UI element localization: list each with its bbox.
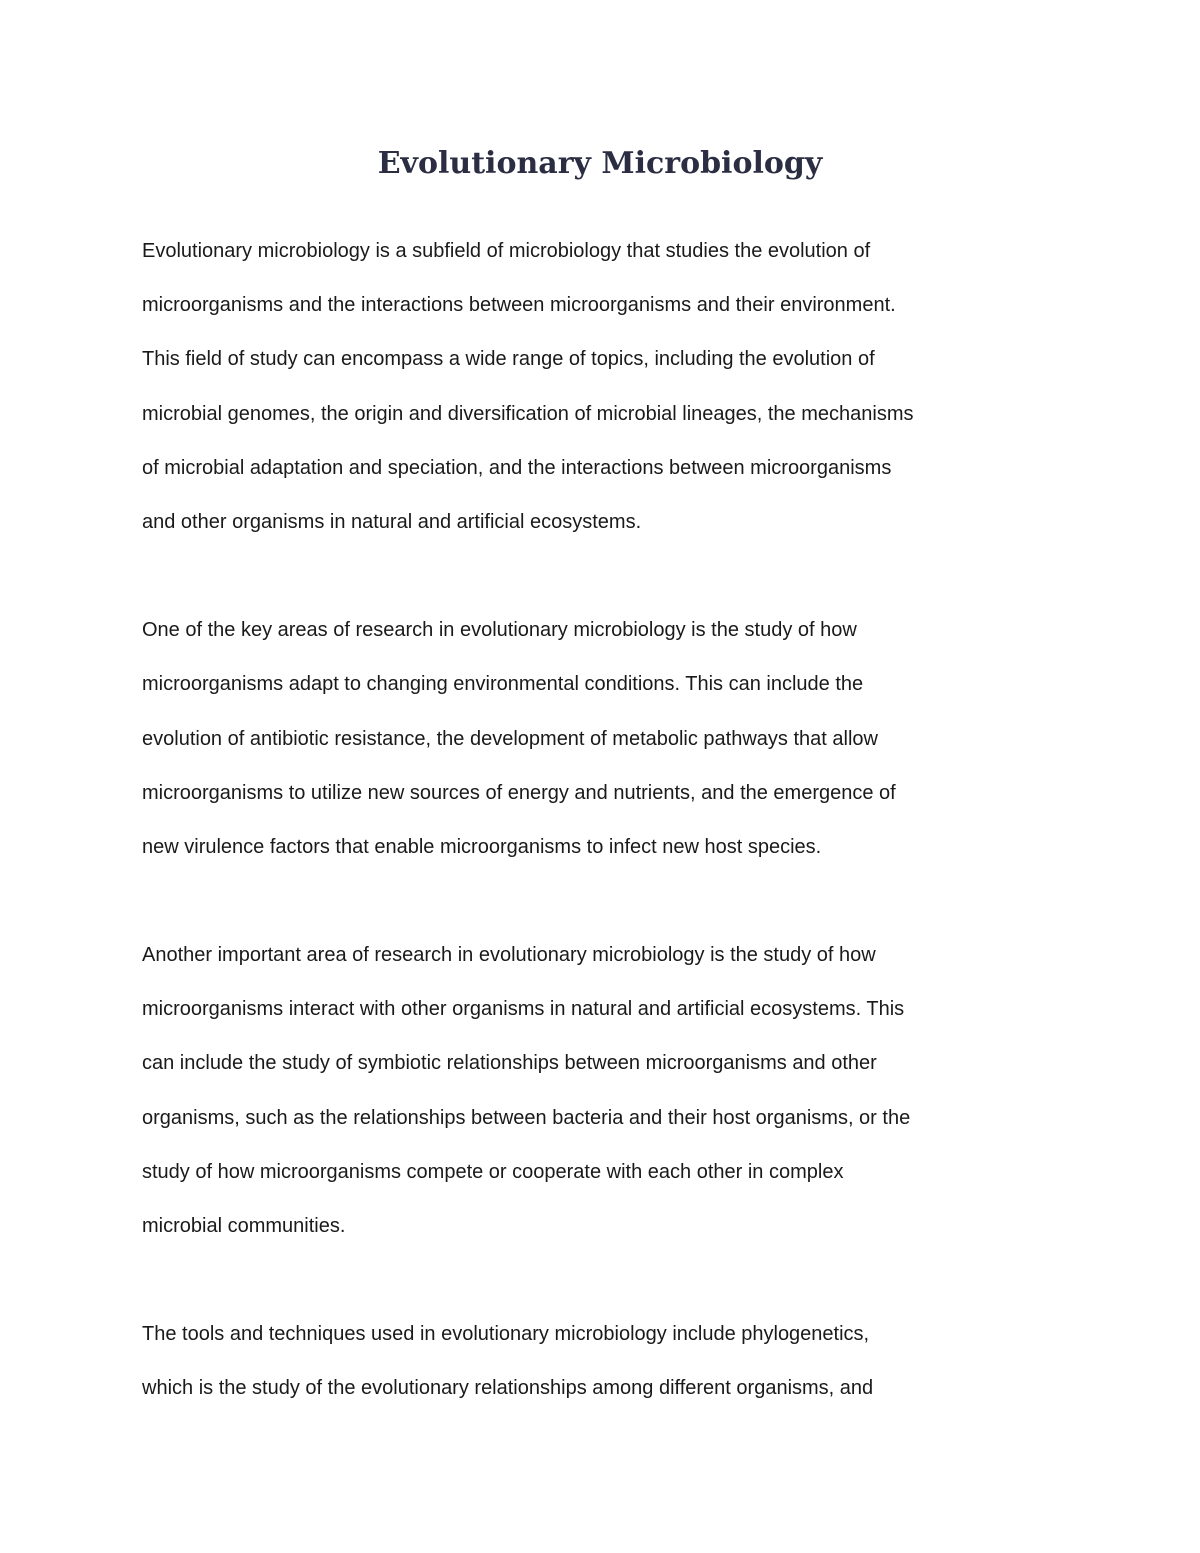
text-line: new virulence factors that enable microorganisms to infect new host species.: [142, 835, 822, 858]
text-line: microorganisms and the interactions between microorganisms and their environment.: [142, 294, 896, 317]
text-line: This field of study can encompass a wide range of topics, including the evolution of: [142, 348, 875, 371]
text-line: microbial communities.: [142, 1215, 346, 1237]
text-line: The tools and techniques used in evolutionary microbiology include phylogenetics,: [142, 1323, 870, 1346]
text-line: Another important area of research in evolutionary microbiology is the study of how: [142, 944, 876, 967]
text-line: microorganisms to utilize new sources of energy and nutrients, and the emergence of: [142, 781, 896, 804]
text-line: of microbial adaptation and speciation, and the interactions between microorganisms: [142, 456, 892, 479]
document-body: [142, 224, 1062, 1470]
text-line: microorganisms adapt to changing environmental conditions. This can include the: [142, 673, 864, 696]
text-line: study of how microorganisms compete or cooperate with each other in complex: [142, 1160, 844, 1183]
text-line: Evolutionary microbiology is a subfield of microbiology that studies the evolution of: [142, 240, 871, 262]
text-line: microorganisms interact with other organisms in natural and artificial ecosystems. This: [142, 998, 905, 1021]
document-title: Evolutionary Microbiology: [377, 146, 823, 181]
text-line: evolution of antibiotic resistance, the development of metabolic pathways that allow: [142, 727, 878, 750]
text-line: organisms, such as the relationships between bacteria and their host organisms, or the: [142, 1106, 911, 1129]
paragraph-1: [142, 224, 1062, 549]
paragraph-4: [142, 1307, 1062, 1415]
text-line: One of the key areas of research in evolutionary microbiology is the study of how: [142, 619, 857, 642]
paragraph-3: [142, 928, 1062, 1253]
text-line: and other organisms in natural and artificial ecosystems.: [142, 510, 642, 533]
text-line: can include the study of symbiotic relationships between microorganisms and other: [142, 1052, 877, 1075]
text-line: microbial genomes, the origin and diversification of microbial lineages, the mechanisms: [142, 402, 914, 425]
text-line: which is the study of the evolutionary relationships among different organisms, and: [142, 1377, 874, 1400]
paragraph-2: [142, 603, 1062, 874]
